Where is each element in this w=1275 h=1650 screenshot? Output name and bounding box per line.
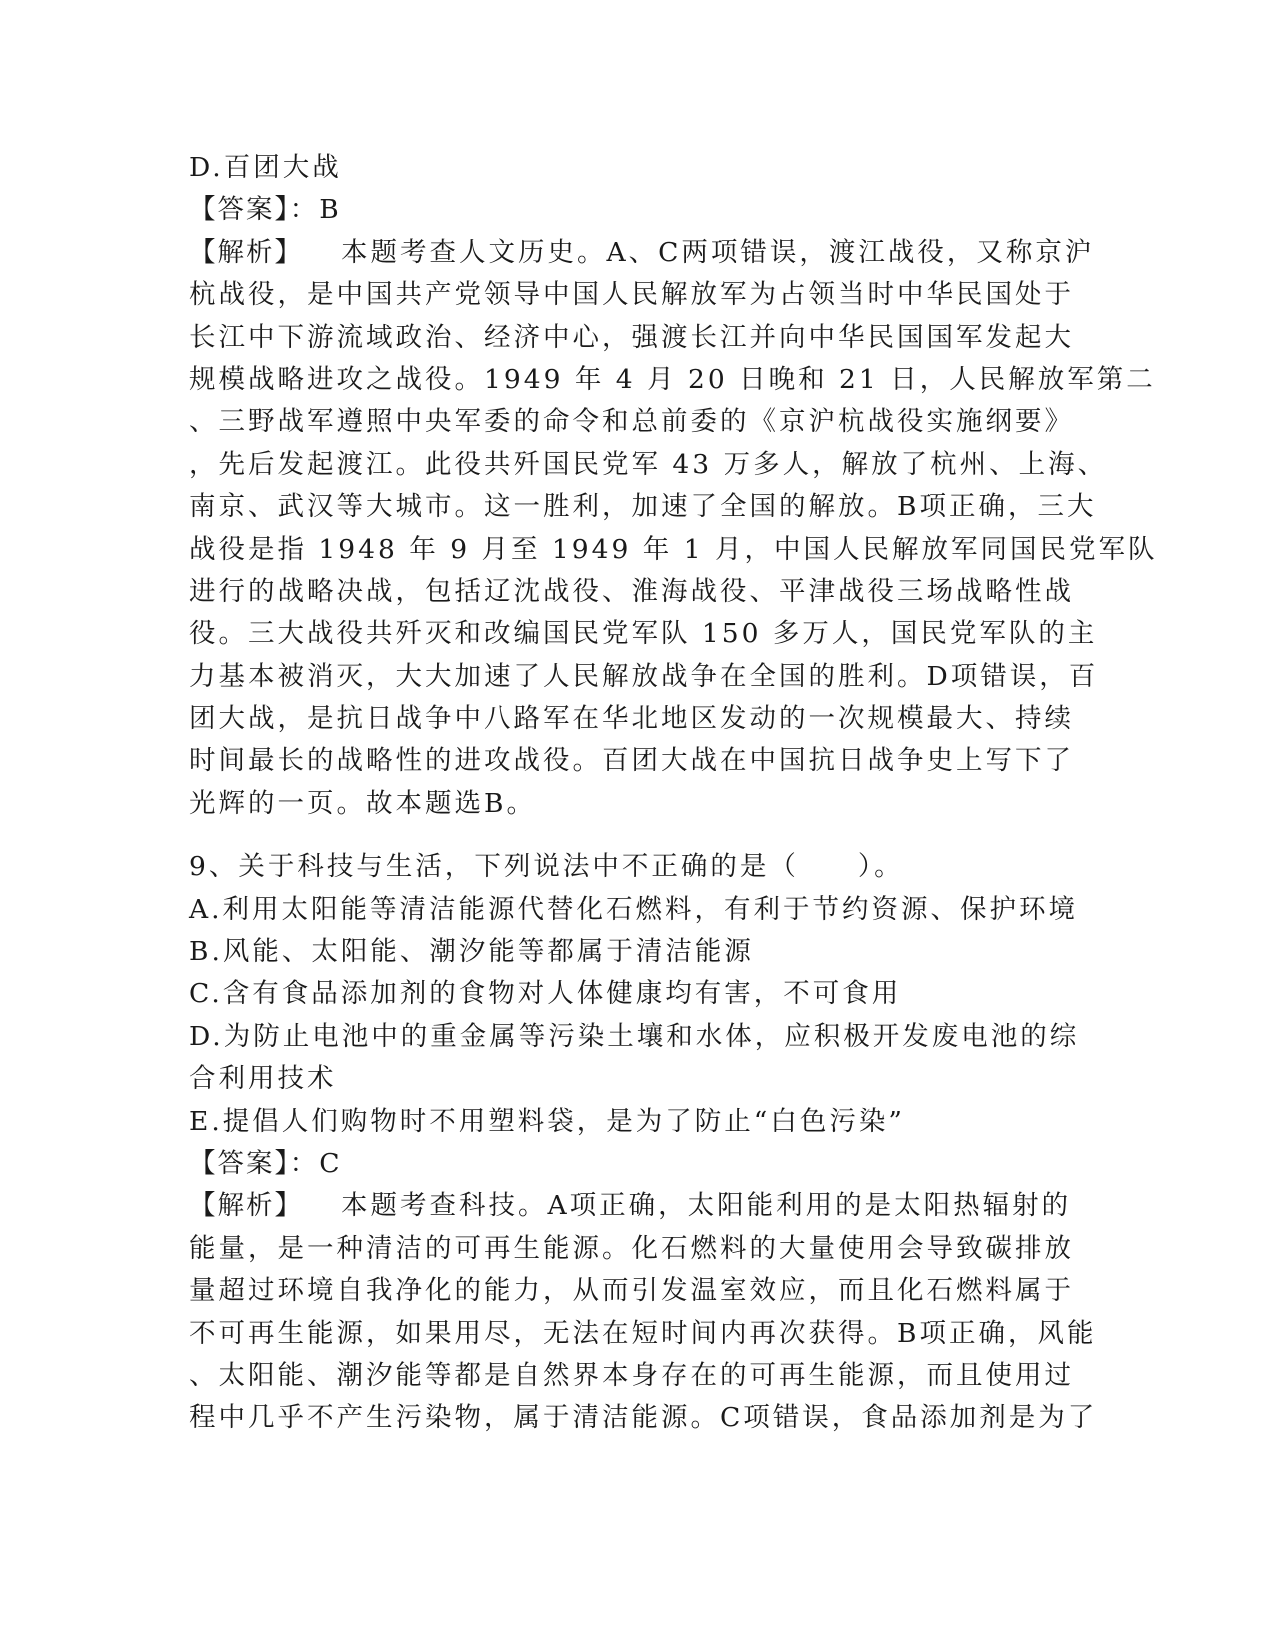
q9-option: 合利用技术 (189, 1063, 337, 1095)
q9-question: 9、关于科技与生活，下列说法中不正确的是（ ）。 (189, 851, 904, 883)
q9-option: C.含有食品添加剂的食物对人体健康均有害，不可食用 (189, 978, 902, 1010)
q8-analysis-line: ，先后发起渡江。此役共歼国民党军 43 万多人，解放了杭州、上海、 (189, 448, 1108, 480)
q9-answer (189, 1143, 1089, 1185)
q8-option-d: D.百团大战 (189, 152, 342, 183)
q9-analysis-line: 不可再生能源，如果用尽，无法在短时间内再次获得。B项正确，风能 (189, 1317, 1097, 1349)
question-spacer (189, 825, 1089, 846)
q8-analysis-line (189, 232, 1095, 274)
q8-answer (189, 189, 1089, 231)
analysis-label: 【解析】 (189, 1190, 303, 1222)
q8-analysis-line: 长江中下游流域政治、经济中心，强渡长江并向中华民国国军发起大 (189, 321, 1074, 353)
q8-analysis-line: 、三野战军遵照中央军委的命令和总前委的《京沪杭战役实施纲要》 (189, 406, 1074, 438)
answer-label: 【答案】 (189, 1147, 290, 1179)
analysis-text: 本题考查人文历史。A、C两项错误，渡江战役，又称京沪 (341, 236, 1095, 268)
analysis-text: 本题考查科技。A项正确，太阳能利用的是太阳热辐射的 (341, 1190, 1072, 1222)
q8-analysis-line: 役。三大战役共歼灭和改编国民党军队 150 多万人，国民党军队的主 (189, 618, 1098, 650)
q9-option: E.提倡人们购物时不用塑料袋，是为了防止“白色污染” (189, 1105, 905, 1137)
q9-analysis-line: 、太阳能、潮汐能等都是自然界本身存在的可再生能源，而且使用过 (189, 1359, 1074, 1391)
answer-value: ：B (289, 194, 342, 226)
analysis-label: 【解析】 (189, 236, 303, 268)
q8-analysis-line: 时间最长的战略性的进攻战役。百团大战在中国抗日战争史上写下了 (189, 745, 1074, 777)
q8-analysis-line: 规模战略进攻之战役。1949 年 4 月 20 日晚和 21 日，人民解放军第二 (189, 363, 1156, 395)
answer-label: 【答案】 (189, 194, 290, 226)
q8-analysis-line: 战役是指 1948 年 9 月至 1949 年 1 月，中国人民解放军同国民党军队 (189, 533, 1158, 565)
q8-analysis-line: 杭战役，是中国共产党领导中国人民解放军为占领当时中华民国处于 (189, 279, 1074, 311)
q9-option: A.利用太阳能等清洁能源代替化石燃料，有利于节约资源、保护环境 (189, 893, 1079, 925)
q8-analysis-line: 团大战，是抗日战争中八路军在华北地区发动的一次规模最大、持续 (189, 703, 1074, 735)
q8-analysis-line: 南京、武汉等大城市。这一胜利，加速了全国的解放。B项正确，三大 (189, 491, 1097, 523)
q9-analysis-line: 程中几乎不产生污染物，属于清洁能源。C项错误，食品添加剂是为了 (189, 1402, 1098, 1434)
answer-value: ：C (289, 1147, 343, 1179)
q9-option: B.风能、太阳能、潮汐能等都属于清洁能源 (189, 936, 754, 968)
q8-analysis-line: 光辉的一页。故本题选B。 (189, 787, 536, 819)
q8-analysis-line: 力基本被消灭，大大加速了人民解放战争在全国的胜利。D项错误，百 (189, 660, 1099, 692)
document-page (189, 147, 1158, 1440)
q9-analysis-line: 能量，是一种清洁的可再生能源。化石燃料的大量使用会导致碳排放 (189, 1232, 1074, 1264)
q9-option: D.为防止电池中的重金属等污染土壤和水体，应积极开发废电池的综 (189, 1020, 1080, 1052)
q9-analysis-line (189, 1185, 1089, 1227)
q9-analysis-line: 量超过环境自我净化的能力，从而引发温室效应，而且化石燃料属于 (189, 1275, 1074, 1307)
q8-analysis-line: 进行的战略决战，包括辽沈战役、淮海战役、平津战役三场战略性战 (189, 575, 1074, 607)
